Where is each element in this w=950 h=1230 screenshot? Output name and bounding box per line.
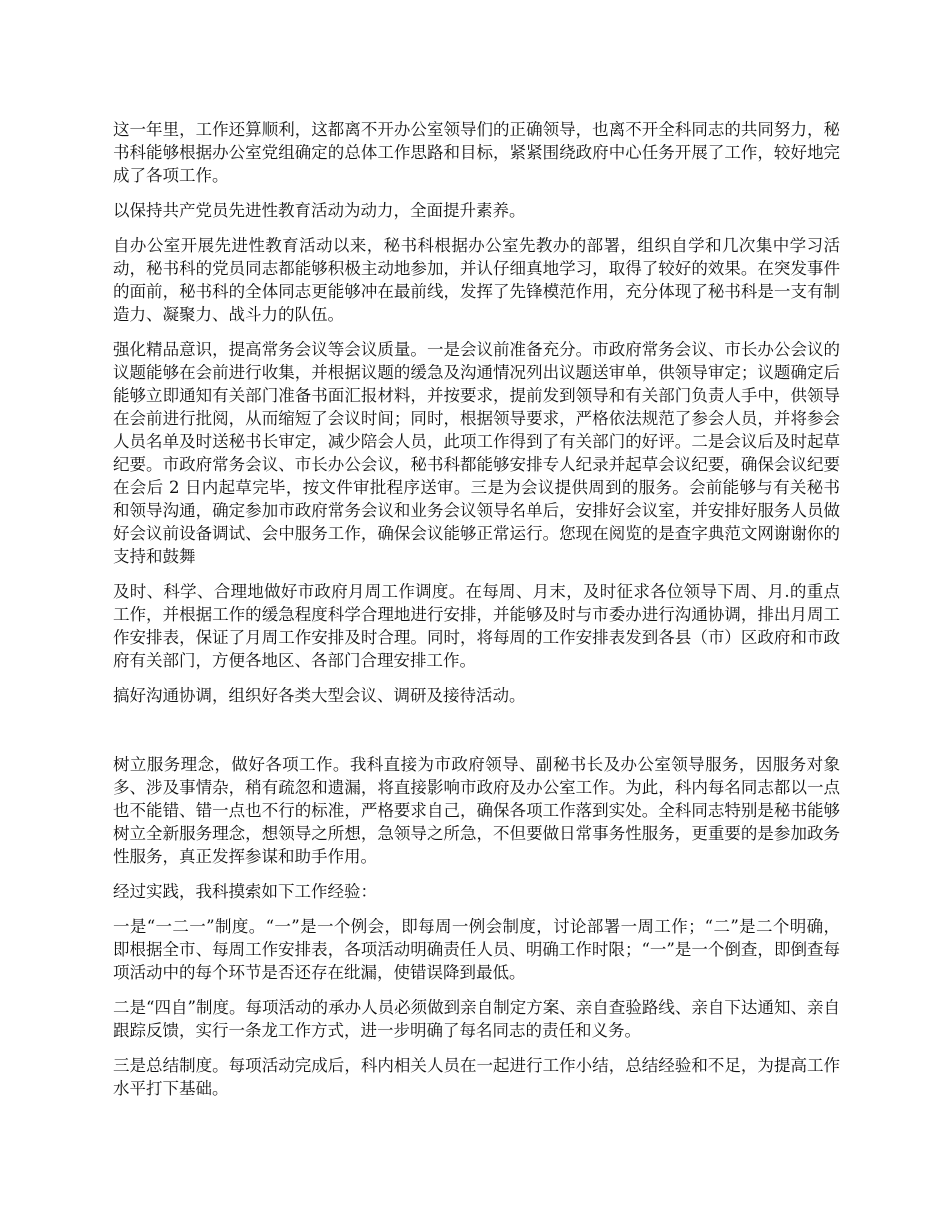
paragraph-meetings: 强化精品意识，提高常务会议等会议质量。一是会议前准备充分。市政府常务会议、市长办公会议的议题能够在会前进行收集，并根据议题的缓急及沟通情况列出议题送审单，供领导审定；议题确定后能够立即通知有关部门准备书面汇报材料，并按要求，提前发到领导和有关部门负责人手中，供领导在会前进行批阅，从而缩短了会议时间；同时，根据领导要求，严格依法规范了参会人员，并将参会人员名单及时送秘书长审定，减少陪会人员，此项工作得到了有关部门的好评。二是会议后及时起草纪要。市政府常务会议、市长办公会议，秘书科都能够安排专人纪录并起草会议纪要，确保会议纪要在会后 2 日内起草完毕，按文件审批程序送审。三是为会议提供周到的服务。会前能够与有关秘书和领导沟通，确定参加市政府常务会议和业务会议领导名单后，安排好会议室，并安排好服务人员做好会议前设备调试、会中服务工作，确保会议能够正常运行。您现在阅览的是查字典范文网谢谢你的支持和鼓舞 [113, 340, 840, 566]
paragraph-experience-intro: 经过实践，我科摸索如下工作经验： [113, 882, 377, 901]
paragraph-heading-coordination: 搞好沟通协调，组织好各类大型会议、调研及接待活动。 [113, 686, 526, 705]
paragraph-experience-one: 一是“一二一”制度。“一”是一个例会，即每周一例会制度，讨论部署一周工作；“二”是二个明确，即根据全市、每周工作安排表，各项活动明确责任人员、明确工作时限；“一”是一个倒查，即倒查每项活动中的每个环节是否还存在纰漏，使错误降到最低。 [113, 917, 840, 982]
paragraph-experience-two: 二是“四自”制度。每项活动的承办人员必须做到亲自制定方案、亲自查验路线、亲自下达通知、亲自跟踪反馈，实行一条龙工作方式，进一步明确了每名同志的责任和义务。 [113, 998, 840, 1040]
paragraph-heading-education: 以保持共产党员先进性教育活动为动力，全面提升素养。 [113, 201, 526, 220]
section-gap [113, 719, 840, 753]
paragraph-intro: 这一年里，工作还算顺利，这都离不开办公室领导们的正确领导，也离不开全科同志的共同努力，秘书科能够根据办公室党组确定的总体工作思路和目标，紧紧围绕政府中心任务开展了工作，较好地完成了各项工作。 [113, 120, 840, 185]
paragraph-service: 树立服务理念，做好各项工作。我科直接为市政府领导、副秘书长及办公室领导服务，因服务对象多、涉及事情杂，稍有疏忽和遗漏，将直接影响市政府及办公室工作。为此，科内每名同志都以一点也不能错、错一点也不行的标准，严格要求自己，确保各项工作落到实处。全科同志特别是秘书能够树立全新服务理念，想领导之所想，急领导之所急，不但要做日常事务性服务，更重要的是参加政务性服务，真正发挥参谋和助手作用。 [113, 755, 840, 866]
paragraph-experience-three: 三是总结制度。每项活动完成后，科内相关人员在一起进行工作小结，总结经验和不足，为提高工作水平打下基础。 [113, 1056, 840, 1098]
paragraph-scheduling: 及时、科学、合理地做好市政府月周工作调度。在每周、月末，及时征求各位领导下周、月.的重点工作，并根据工作的缓急程度科学合理地进行安排，并能够及时与市委办进行沟通协调，排出月周工作安排表，保证了月周工作安排及时合理。同时，将每周的工作安排表发到各县（市）区政府和市政府有关部门，方便各地区、各部门合理安排工作。 [113, 582, 840, 670]
paragraph-education: 自办公室开展先进性教育活动以来，秘书科根据办公室先教办的部署，组织自学和几次集中学习活动，秘书科的党员同志都能够积极主动地参加，并认仔细真地学习，取得了较好的效果。在突发事件的面前，秘书科的全体同志更能够冲在最前线，发挥了先锋模范作用，充分体现了秘书科是一支有制造力、凝聚力、战斗力的队伍。 [113, 236, 840, 324]
document-body [113, 118, 840, 1112]
